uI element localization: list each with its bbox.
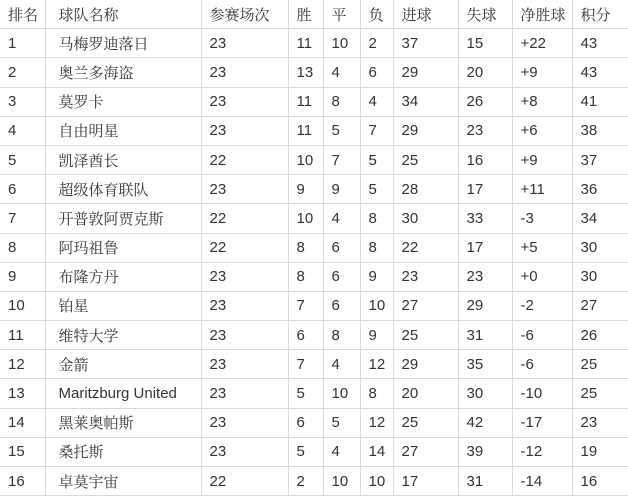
cell-goals-against: 16 <box>458 145 512 174</box>
cell-points: 16 <box>572 467 628 496</box>
cell-played: 22 <box>201 233 288 262</box>
cell-points: 38 <box>572 116 628 145</box>
cell-goals-for: 25 <box>393 321 458 350</box>
table-row <box>0 262 628 291</box>
cell-rank: 2 <box>0 58 45 87</box>
cell-rank: 6 <box>0 175 45 204</box>
cell-wins: 5 <box>288 379 323 408</box>
cell-wins: 7 <box>288 350 323 379</box>
cell-played: 23 <box>201 116 288 145</box>
cell-wins: 6 <box>288 408 323 437</box>
cell-wins: 6 <box>288 321 323 350</box>
cell-played: 23 <box>201 87 288 116</box>
cell-rank: 1 <box>0 29 45 58</box>
cell-played: 23 <box>201 408 288 437</box>
cell-points: 34 <box>572 204 628 233</box>
cell-wins: 10 <box>288 204 323 233</box>
cell-team: 开普敦阿贾克斯 <box>45 204 201 233</box>
cell-goals-for: 27 <box>393 437 458 466</box>
cell-played: 23 <box>201 29 288 58</box>
cell-rank: 16 <box>0 467 45 496</box>
table-row <box>0 175 628 204</box>
cell-team: 铂星 <box>45 291 201 320</box>
cell-goals-for: 23 <box>393 262 458 291</box>
cell-wins: 11 <box>288 87 323 116</box>
cell-goals-for: 20 <box>393 379 458 408</box>
cell-wins: 13 <box>288 58 323 87</box>
cell-points: 36 <box>572 175 628 204</box>
cell-rank: 14 <box>0 408 45 437</box>
cell-draws: 10 <box>323 29 360 58</box>
cell-team: Maritzburg United <box>45 379 201 408</box>
cell-team: 奥兰多海盗 <box>45 58 201 87</box>
cell-losses: 6 <box>360 58 393 87</box>
cell-draws: 4 <box>323 350 360 379</box>
cell-points: 25 <box>572 350 628 379</box>
cell-goals-against: 29 <box>458 291 512 320</box>
cell-points: 27 <box>572 291 628 320</box>
cell-losses: 8 <box>360 204 393 233</box>
table-row <box>0 379 628 408</box>
column-header-losses: 负 <box>360 0 393 29</box>
column-header-played: 参赛场次 <box>201 0 288 29</box>
cell-goal-diff: +5 <box>512 233 572 262</box>
cell-team: 金箭 <box>45 350 201 379</box>
cell-losses: 4 <box>360 87 393 116</box>
cell-points: 37 <box>572 145 628 174</box>
cell-played: 22 <box>201 467 288 496</box>
cell-losses: 14 <box>360 437 393 466</box>
cell-losses: 7 <box>360 116 393 145</box>
cell-points: 19 <box>572 437 628 466</box>
cell-played: 22 <box>201 145 288 174</box>
cell-played: 23 <box>201 350 288 379</box>
cell-draws: 10 <box>323 467 360 496</box>
cell-points: 43 <box>572 58 628 87</box>
cell-rank: 8 <box>0 233 45 262</box>
cell-points: 43 <box>572 29 628 58</box>
cell-points: 23 <box>572 408 628 437</box>
cell-losses: 9 <box>360 262 393 291</box>
cell-goal-diff: +11 <box>512 175 572 204</box>
cell-losses: 12 <box>360 408 393 437</box>
cell-goals-against: 15 <box>458 29 512 58</box>
cell-goals-against: 23 <box>458 262 512 291</box>
cell-wins: 11 <box>288 116 323 145</box>
cell-goals-against: 33 <box>458 204 512 233</box>
cell-team: 布隆方丹 <box>45 262 201 291</box>
cell-team: 马梅罗迪落日 <box>45 29 201 58</box>
cell-goals-against: 31 <box>458 321 512 350</box>
cell-points: 30 <box>572 262 628 291</box>
column-header-team: 球队名称 <box>45 0 201 29</box>
cell-draws: 7 <box>323 145 360 174</box>
cell-rank: 15 <box>0 437 45 466</box>
cell-goals-against: 30 <box>458 379 512 408</box>
cell-rank: 13 <box>0 379 45 408</box>
cell-draws: 5 <box>323 408 360 437</box>
cell-goals-for: 29 <box>393 58 458 87</box>
cell-rank: 12 <box>0 350 45 379</box>
cell-draws: 8 <box>323 321 360 350</box>
cell-goal-diff: -10 <box>512 379 572 408</box>
cell-wins: 9 <box>288 175 323 204</box>
table-body <box>0 29 628 496</box>
cell-goals-against: 20 <box>458 58 512 87</box>
cell-wins: 8 <box>288 262 323 291</box>
cell-goal-diff: +8 <box>512 87 572 116</box>
column-header-goal-diff: 净胜球 <box>512 0 572 29</box>
cell-goal-diff: +9 <box>512 145 572 174</box>
table-row <box>0 437 628 466</box>
table-row <box>0 233 628 262</box>
cell-goals-for: 37 <box>393 29 458 58</box>
table-row <box>0 467 628 496</box>
column-header-goals-against: 失球 <box>458 0 512 29</box>
cell-goals-against: 31 <box>458 467 512 496</box>
cell-goals-against: 26 <box>458 87 512 116</box>
cell-points: 26 <box>572 321 628 350</box>
cell-goal-diff: -12 <box>512 437 572 466</box>
cell-team: 超级体育联队 <box>45 175 201 204</box>
cell-goals-for: 28 <box>393 175 458 204</box>
cell-points: 41 <box>572 87 628 116</box>
cell-goals-for: 22 <box>393 233 458 262</box>
cell-draws: 9 <box>323 175 360 204</box>
cell-goals-for: 25 <box>393 145 458 174</box>
cell-draws: 4 <box>323 437 360 466</box>
cell-team: 凯泽酋长 <box>45 145 201 174</box>
cell-draws: 5 <box>323 116 360 145</box>
cell-wins: 7 <box>288 291 323 320</box>
table-row <box>0 408 628 437</box>
column-header-points: 积分 <box>572 0 628 29</box>
cell-played: 23 <box>201 291 288 320</box>
cell-losses: 5 <box>360 175 393 204</box>
table-row <box>0 87 628 116</box>
cell-goal-diff: +9 <box>512 58 572 87</box>
cell-team: 卓莫宇宙 <box>45 467 201 496</box>
cell-played: 23 <box>201 175 288 204</box>
table-row <box>0 321 628 350</box>
cell-goals-against: 35 <box>458 350 512 379</box>
cell-goal-diff: -6 <box>512 321 572 350</box>
cell-losses: 10 <box>360 467 393 496</box>
cell-team: 阿玛祖鲁 <box>45 233 201 262</box>
cell-goal-diff: +0 <box>512 262 572 291</box>
cell-goal-diff: -2 <box>512 291 572 320</box>
cell-played: 23 <box>201 437 288 466</box>
cell-goal-diff: -3 <box>512 204 572 233</box>
cell-wins: 8 <box>288 233 323 262</box>
cell-played: 23 <box>201 262 288 291</box>
cell-points: 25 <box>572 379 628 408</box>
table-row <box>0 204 628 233</box>
table-row <box>0 145 628 174</box>
cell-goal-diff: +6 <box>512 116 572 145</box>
cell-draws: 8 <box>323 87 360 116</box>
cell-team: 桑托斯 <box>45 437 201 466</box>
cell-goal-diff: -6 <box>512 350 572 379</box>
cell-wins: 11 <box>288 29 323 58</box>
cell-goals-for: 17 <box>393 467 458 496</box>
cell-team: 黑莱奥帕斯 <box>45 408 201 437</box>
cell-rank: 3 <box>0 87 45 116</box>
cell-goals-for: 30 <box>393 204 458 233</box>
cell-draws: 6 <box>323 233 360 262</box>
cell-losses: 10 <box>360 291 393 320</box>
cell-rank: 9 <box>0 262 45 291</box>
cell-goal-diff: +22 <box>512 29 572 58</box>
cell-losses: 8 <box>360 379 393 408</box>
header-row <box>0 0 628 29</box>
cell-played: 22 <box>201 204 288 233</box>
cell-goals-against: 17 <box>458 175 512 204</box>
column-header-rank: 排名 <box>0 0 45 29</box>
cell-losses: 5 <box>360 145 393 174</box>
cell-losses: 9 <box>360 321 393 350</box>
cell-goals-for: 27 <box>393 291 458 320</box>
cell-rank: 7 <box>0 204 45 233</box>
column-header-goals-for: 进球 <box>393 0 458 29</box>
cell-draws: 4 <box>323 204 360 233</box>
cell-goals-for: 29 <box>393 116 458 145</box>
cell-goals-against: 42 <box>458 408 512 437</box>
table-row <box>0 29 628 58</box>
column-header-draws: 平 <box>323 0 360 29</box>
cell-rank: 4 <box>0 116 45 145</box>
table-row <box>0 291 628 320</box>
cell-points: 30 <box>572 233 628 262</box>
cell-losses: 12 <box>360 350 393 379</box>
table-row <box>0 350 628 379</box>
cell-losses: 8 <box>360 233 393 262</box>
cell-goal-diff: -17 <box>512 408 572 437</box>
table-row <box>0 116 628 145</box>
cell-wins: 10 <box>288 145 323 174</box>
cell-goals-against: 17 <box>458 233 512 262</box>
cell-wins: 2 <box>288 467 323 496</box>
cell-played: 23 <box>201 58 288 87</box>
table-row <box>0 58 628 87</box>
cell-goals-for: 29 <box>393 350 458 379</box>
cell-goals-against: 39 <box>458 437 512 466</box>
cell-losses: 2 <box>360 29 393 58</box>
cell-draws: 6 <box>323 262 360 291</box>
cell-rank: 11 <box>0 321 45 350</box>
column-header-wins: 胜 <box>288 0 323 29</box>
cell-team: 莫罗卡 <box>45 87 201 116</box>
cell-played: 23 <box>201 321 288 350</box>
cell-draws: 4 <box>323 58 360 87</box>
cell-draws: 10 <box>323 379 360 408</box>
cell-wins: 5 <box>288 437 323 466</box>
cell-goals-for: 25 <box>393 408 458 437</box>
cell-rank: 5 <box>0 145 45 174</box>
cell-team: 自由明星 <box>45 116 201 145</box>
cell-played: 23 <box>201 379 288 408</box>
cell-rank: 10 <box>0 291 45 320</box>
cell-goals-against: 23 <box>458 116 512 145</box>
cell-team: 维特大学 <box>45 321 201 350</box>
cell-draws: 6 <box>323 291 360 320</box>
cell-goals-for: 34 <box>393 87 458 116</box>
cell-goal-diff: -14 <box>512 467 572 496</box>
